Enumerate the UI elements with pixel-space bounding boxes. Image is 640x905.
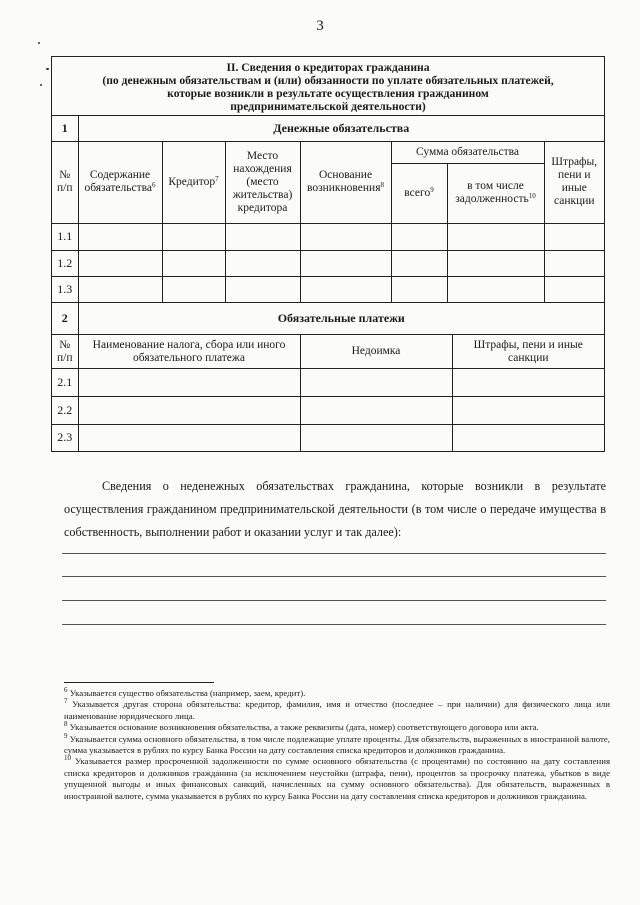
footnote-ref: 7	[215, 174, 219, 183]
scan-speck	[38, 42, 40, 44]
table-cell[interactable]	[452, 425, 604, 451]
column-header-penalties: Штрафы, пени и иные санкции	[452, 335, 604, 369]
table-cell[interactable]	[447, 276, 544, 302]
table-cell[interactable]	[78, 369, 300, 397]
table-cell[interactable]	[225, 276, 300, 302]
table-row	[52, 276, 604, 302]
column-header-tax: Наименование налога, сбора или иного обязательного платежа	[78, 335, 300, 369]
column-header-content: Содержание обязательства$^6$	[78, 141, 162, 223]
table-cell[interactable]	[544, 250, 604, 276]
table-cell[interactable]	[452, 369, 604, 397]
column-header-amount: Сумма обязательства	[391, 141, 544, 163]
table-cell[interactable]	[78, 397, 300, 425]
table-cell[interactable]	[447, 223, 544, 250]
scan-speck	[46, 68, 49, 70]
section-number: 1	[52, 116, 78, 141]
table-cell[interactable]	[300, 397, 452, 425]
section-2-title: II. Сведения о кредиторах гражданина	[226, 61, 430, 74]
table-cell[interactable]	[447, 250, 544, 276]
row-number: 1.3	[52, 276, 78, 302]
page-number: 3	[316, 18, 324, 34]
table-cell[interactable]	[300, 425, 452, 451]
column-header-number: № п/п	[52, 141, 78, 223]
section-title: Денежные обязательства	[78, 116, 604, 141]
table-cell[interactable]	[162, 223, 225, 250]
footnote: $^6$ Указывается существо обязательства (например, заем, кредит).	[64, 686, 306, 698]
table-cell[interactable]	[78, 250, 162, 276]
table-row	[52, 369, 604, 397]
section-row	[52, 303, 604, 335]
table-cell[interactable]	[391, 250, 447, 276]
footnote-ref: 6	[152, 181, 156, 189]
table-cell[interactable]	[78, 425, 300, 451]
creditors-form	[51, 56, 605, 452]
row-number: 2.3	[52, 425, 78, 451]
column-header-debt: в том числе задолженность$^{10}$	[447, 163, 544, 223]
table-cell[interactable]	[162, 276, 225, 302]
fill-in-line[interactable]	[62, 624, 606, 625]
row-number: 1.2	[52, 250, 78, 276]
table-cell[interactable]	[452, 397, 604, 425]
section-2-subtitle-line: (по денежным обязательствам и (или) обязанности по уплате обязательных платежей,	[102, 74, 554, 87]
section-row	[52, 116, 604, 141]
table-header-row	[52, 141, 604, 163]
footnote: $^7$ Указывается другая сторона обязательства: кредитор, фамилия, имя и отчество (последнее – при наличии) для физического лица или наименование юридического лица.	[64, 697, 611, 721]
table-cell[interactable]	[300, 369, 452, 397]
table-cell[interactable]	[300, 223, 391, 250]
row-number: 1.1	[52, 223, 78, 250]
footnote: $^9$ Указывается сумма основного обязательства, в том числе подлежащие уплате проценты. Для обязательств, выраженных в иностранной валюте, сумма указывается в рублях по курсу Банка России на дату составления списка кредиторов и должников гражданина.	[64, 731, 611, 756]
footnote-ref: 10	[528, 192, 536, 200]
table-cell[interactable]	[391, 223, 447, 250]
footnote: $^{10}$ Указывается размер просроченной задолженности по сумме основного обязательства (с процентами) по состоянию на дату составления списка кредиторов и должников гражданина (за исключением неустойки (штрафа, пени), процентов за просрочку платежа, убытков в виде упущенной выгоды и иных финансовых санкций, начисленных на сумму основного обязательства). Для обязательств, выраженных в иностранной валюте, сумма указывается в рублях по курсу Банка России на дату составления списка кредиторов и должников гражданина.	[64, 754, 610, 801]
table-cell[interactable]	[225, 223, 300, 250]
table-cell[interactable]	[300, 250, 391, 276]
table-cell[interactable]	[78, 276, 162, 302]
column-header-penalties: Штрафы, пени и иные санкции	[544, 141, 604, 223]
row-number: 2.1	[52, 369, 78, 397]
table-row	[52, 397, 604, 425]
table-row	[52, 223, 604, 250]
table-cell[interactable]	[391, 276, 447, 302]
fill-in-line[interactable]	[62, 600, 606, 601]
table-cell[interactable]	[544, 276, 604, 302]
footnote-separator	[64, 682, 214, 683]
monetary-obligations-table	[52, 116, 604, 302]
section-number: 2	[52, 303, 78, 335]
column-header-total: всего$^9$	[391, 163, 447, 223]
footnotes	[64, 688, 610, 802]
column-header-arrears: Недоимка	[300, 335, 452, 369]
fill-in-line[interactable]	[62, 553, 606, 554]
table-cell[interactable]	[225, 250, 300, 276]
section-title: Обязательные платежи	[78, 303, 604, 335]
row-number: 2.2	[52, 397, 78, 425]
table-cell[interactable]	[78, 223, 162, 250]
footnote-ref: 9	[430, 185, 434, 194]
column-header-number: № п/п	[52, 335, 78, 369]
table-header-row	[52, 335, 604, 369]
footnote-ref: 8	[380, 181, 384, 189]
section-2-subtitle-line: которые возникли в результате осуществления гражданином	[167, 87, 489, 100]
column-header-basis: Основание возникновения$^8$	[300, 141, 391, 223]
mandatory-payments-table	[52, 302, 604, 451]
section-2-header	[52, 57, 604, 116]
table-row	[52, 250, 604, 276]
footnote: $^8$ Указывается основание возникновения обязательства, а также реквизиты (дата, номер) соответствующего договора или акта.	[64, 720, 539, 733]
column-header-location: Место нахождения (место жительства) кредитора	[225, 141, 300, 223]
table-cell[interactable]	[162, 250, 225, 276]
non-monetary-obligations-text: Сведения о неденежных обязательствах гражданина, которые возникли в результате осуществления гражданином предпринимательской деятельности (в том числе о передаче имущества в собственность, выполнении работ и оказании услуг и так далее):	[64, 479, 606, 539]
table-cell[interactable]	[544, 223, 604, 250]
table-row	[52, 425, 604, 451]
table-cell[interactable]	[300, 276, 391, 302]
column-header-creditor: Кредитор$^7$	[162, 141, 225, 223]
section-2-subtitle-line: предпринимательской деятельности)	[230, 100, 426, 113]
fill-in-line[interactable]	[62, 576, 606, 577]
scan-speck	[40, 84, 42, 86]
